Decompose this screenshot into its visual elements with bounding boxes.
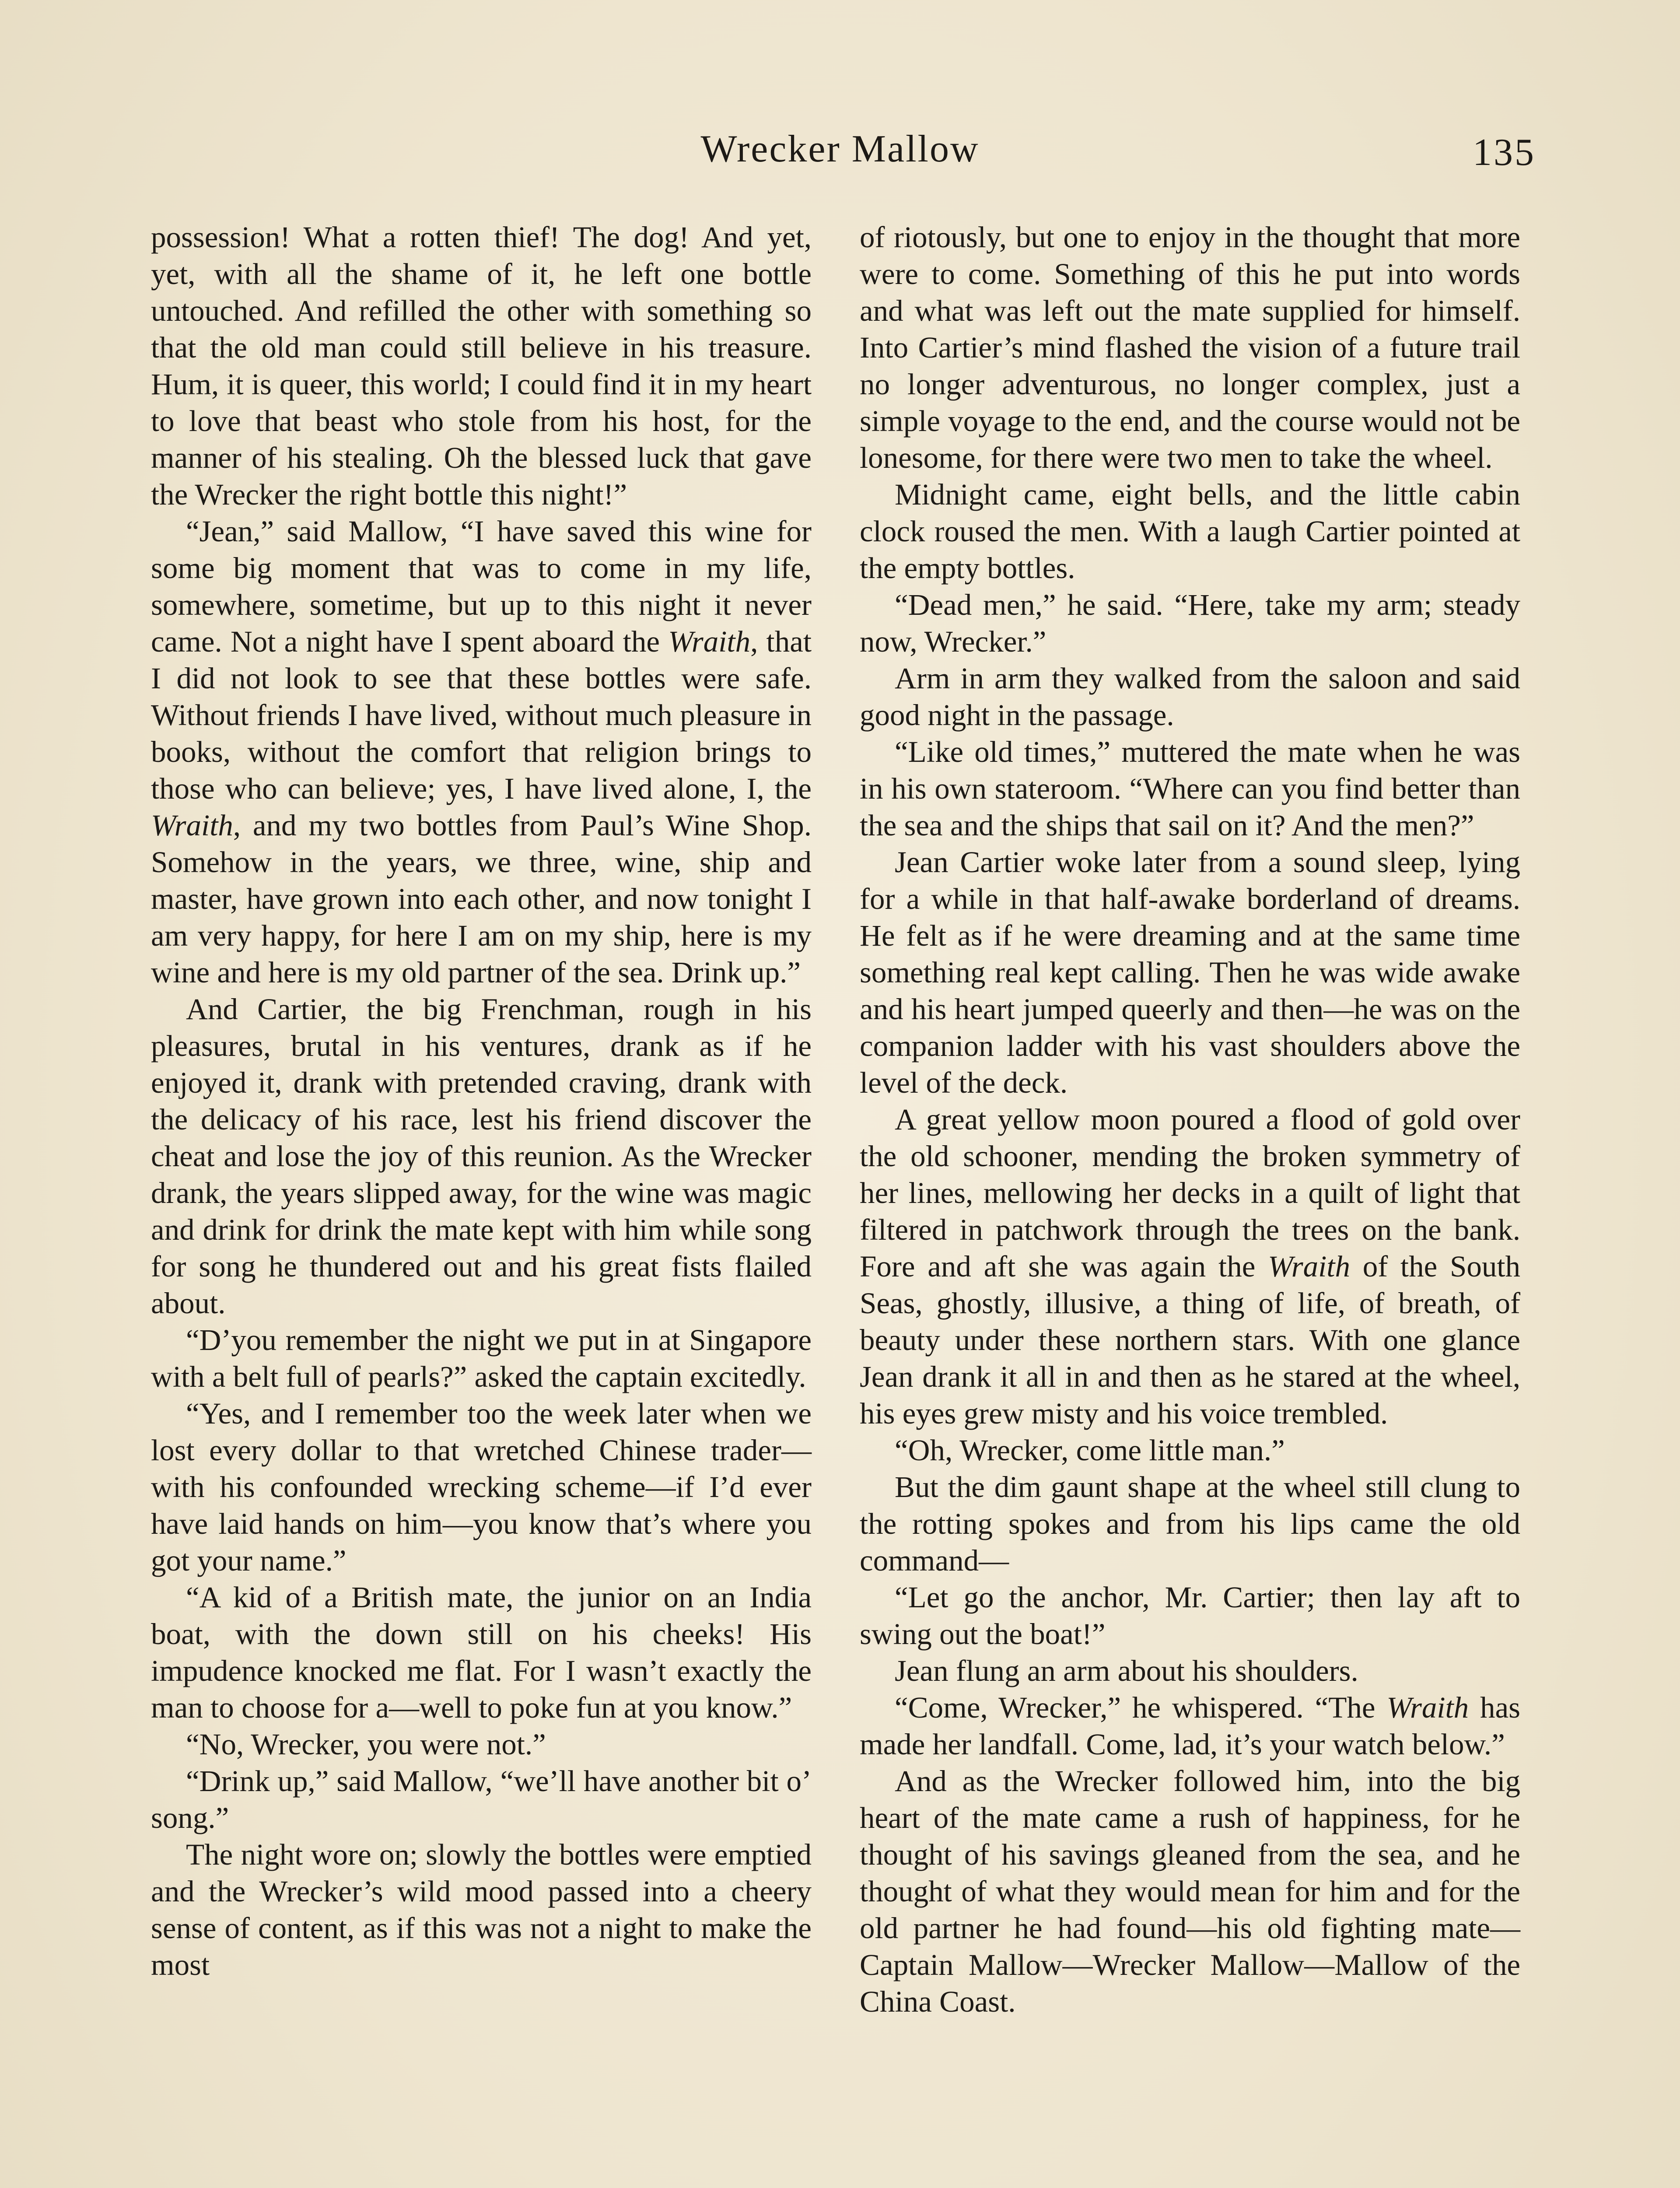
running-title: Wrecker Mallow xyxy=(700,128,980,170)
paragraph: Arm in arm they walked from the saloon and said good night in the passage. xyxy=(860,662,1520,732)
paragraph: But the dim gaunt shape at the wheel still clung to the rotting spokes and from his lips came the old command— xyxy=(860,1470,1520,1577)
paragraph: The night wore on; slowly the bottles were emptied and the Wrecker’s wild mood passed into a cheery sense of content, as if this was not a night to make the most xyxy=(151,1838,812,1981)
left-text-column xyxy=(151,219,812,1983)
paragraph: “Oh, Wrecker, come little man.” xyxy=(895,1434,1285,1467)
paragraph: “D’you remember the night we put in at Singapore with a belt full of pearls?” asked the captain excitedly. xyxy=(151,1323,812,1393)
right-text-column xyxy=(860,219,1520,2020)
paragraph: A great yellow moon poured a flood of gold over the old schooner, mending the broken symmetry of her lines, mellowing her decks in a quilt of light that filtered in patchwork through the trees on the bank. Fore and aft she was again the Wraith of the South Seas, ghostly, illusive, a thing of life, of breath, of beauty under these northern stars. With one glance Jean drank it all in and then as he stared at the wheel, his eyes grew misty and his voice trembled. xyxy=(860,1103,1520,1430)
paragraph: “Jean,” said Mallow, “I have saved this wine for some big moment that was to come in my life, somewhere, sometime, but up to this night it never came. Not a night have I spent aboard the Wraith, that I did not look to see that these bottles were safe. Without friends I have lived, without much pleasure in books, without the comfort that religion brings to those who can believe; yes, I have lived alone, I, the Wraith, and my two bottles from Paul’s Wine Shop. Somehow in the years, we three, wine, ship and master, have grown into each other, and now tonight I am very happy, for here I am on my ship, here is my wine and here is my old partner of the sea. Drink up.” xyxy=(151,515,812,989)
paragraph: Midnight came, eight bells, and the little cabin clock roused the men. With a laugh Cartier pointed at the empty bottles. xyxy=(860,478,1520,585)
paragraph: Jean flung an arm about his shoulders. xyxy=(895,1654,1358,1687)
paragraph: “No, Wrecker, you were not.” xyxy=(186,1728,546,1761)
paragraph: “Come, Wrecker,” he whispered. “The Wraith has made her landfall. Come, lad, it’s your watch below.” xyxy=(860,1691,1521,1761)
ship-name: Wraith xyxy=(1268,1250,1350,1283)
paragraph: “A kid of a British mate, the junior on an India boat, with the down still on his cheeks! His impudence knocked me flat. For I wasn’t exactly the man to choose for a—well to poke fun at you know.” xyxy=(151,1581,812,1724)
paragraph: “Yes, and I remember too the week later when we lost every dollar to that wretched Chinese trader—with his confounded wrecking scheme—if I’d ever have laid hands on him—you know that’s where you got your name.” xyxy=(151,1397,812,1577)
ship-name: Wraith xyxy=(668,625,751,658)
paragraph: “Dead men,” he said. “Here, take my arm; steady now, Wrecker.” xyxy=(860,588,1520,658)
ship-name: Wraith xyxy=(151,809,233,842)
paragraph: And Cartier, the big Frenchman, rough in his pleasures, brutal in his ventures, drank as if he enjoyed it, drank with pretended craving, drank with the delicacy of his race, lest his friend discover the cheat and lose the joy of this reunion. As the Wrecker drank, the years slipped away, for the wine was magic and drink for drink the mate kept with him while song for song he thundered out and his great fists flailed about. xyxy=(151,992,812,1320)
paragraph: “Like old times,” muttered the mate when he was in his own stateroom. “Where can you find better than the sea and the ships that sail on it? And the men?” xyxy=(860,735,1520,842)
page-number: 135 xyxy=(1473,131,1536,174)
paragraph: And as the Wrecker followed him, into the big heart of the mate came a rush of happiness, for he thought of his savings gleaned from the sea, and he thought of what they would mean for him and for the old partner he had found—his old fighting mate—Captain Mallow—Wrecker Mallow—Mallow of the China Coast. xyxy=(860,1764,1520,2018)
ship-name: Wraith xyxy=(1386,1691,1469,1724)
paragraph: Jean Cartier woke later from a sound sleep, lying for a while in that half-awake borderland of dreams. He felt as if he were dreaming and at the same time something real kept calling. Then he was wide awake and his heart jumped queerly and then—he was on the companion ladder with his vast shoulders above the level of the deck. xyxy=(860,845,1520,1099)
page-header xyxy=(0,123,1680,188)
paragraph: “Drink up,” said Mallow, “we’ll have another bit o’ song.” xyxy=(151,1764,812,1834)
paragraph: “Let go the anchor, Mr. Cartier; then lay aft to swing out the boat!” xyxy=(860,1581,1520,1651)
paragraph: of riotously, but one to enjoy in the thought that more were to come. Something of this he put into words and what was left out the mate supplied for himself. Into Cartier’s mind flashed the vision of a future trail no longer adventurous, no longer complex, just a simple voyage to the end, and the course would not be lonesome, for there were two men to take the wheel. xyxy=(860,221,1520,474)
paragraph: possession! What a rotten thief! The dog! And yet, yet, with all the shame of it, he left one bottle untouched. And refilled the other with something so that the old man could still believe in his treasure. Hum, it is queer, this world; I could find it in my heart to love that beast who stole from his host, for the manner of his stealing. Oh the blessed luck that gave the Wrecker the right bottle this night!” xyxy=(151,221,812,511)
